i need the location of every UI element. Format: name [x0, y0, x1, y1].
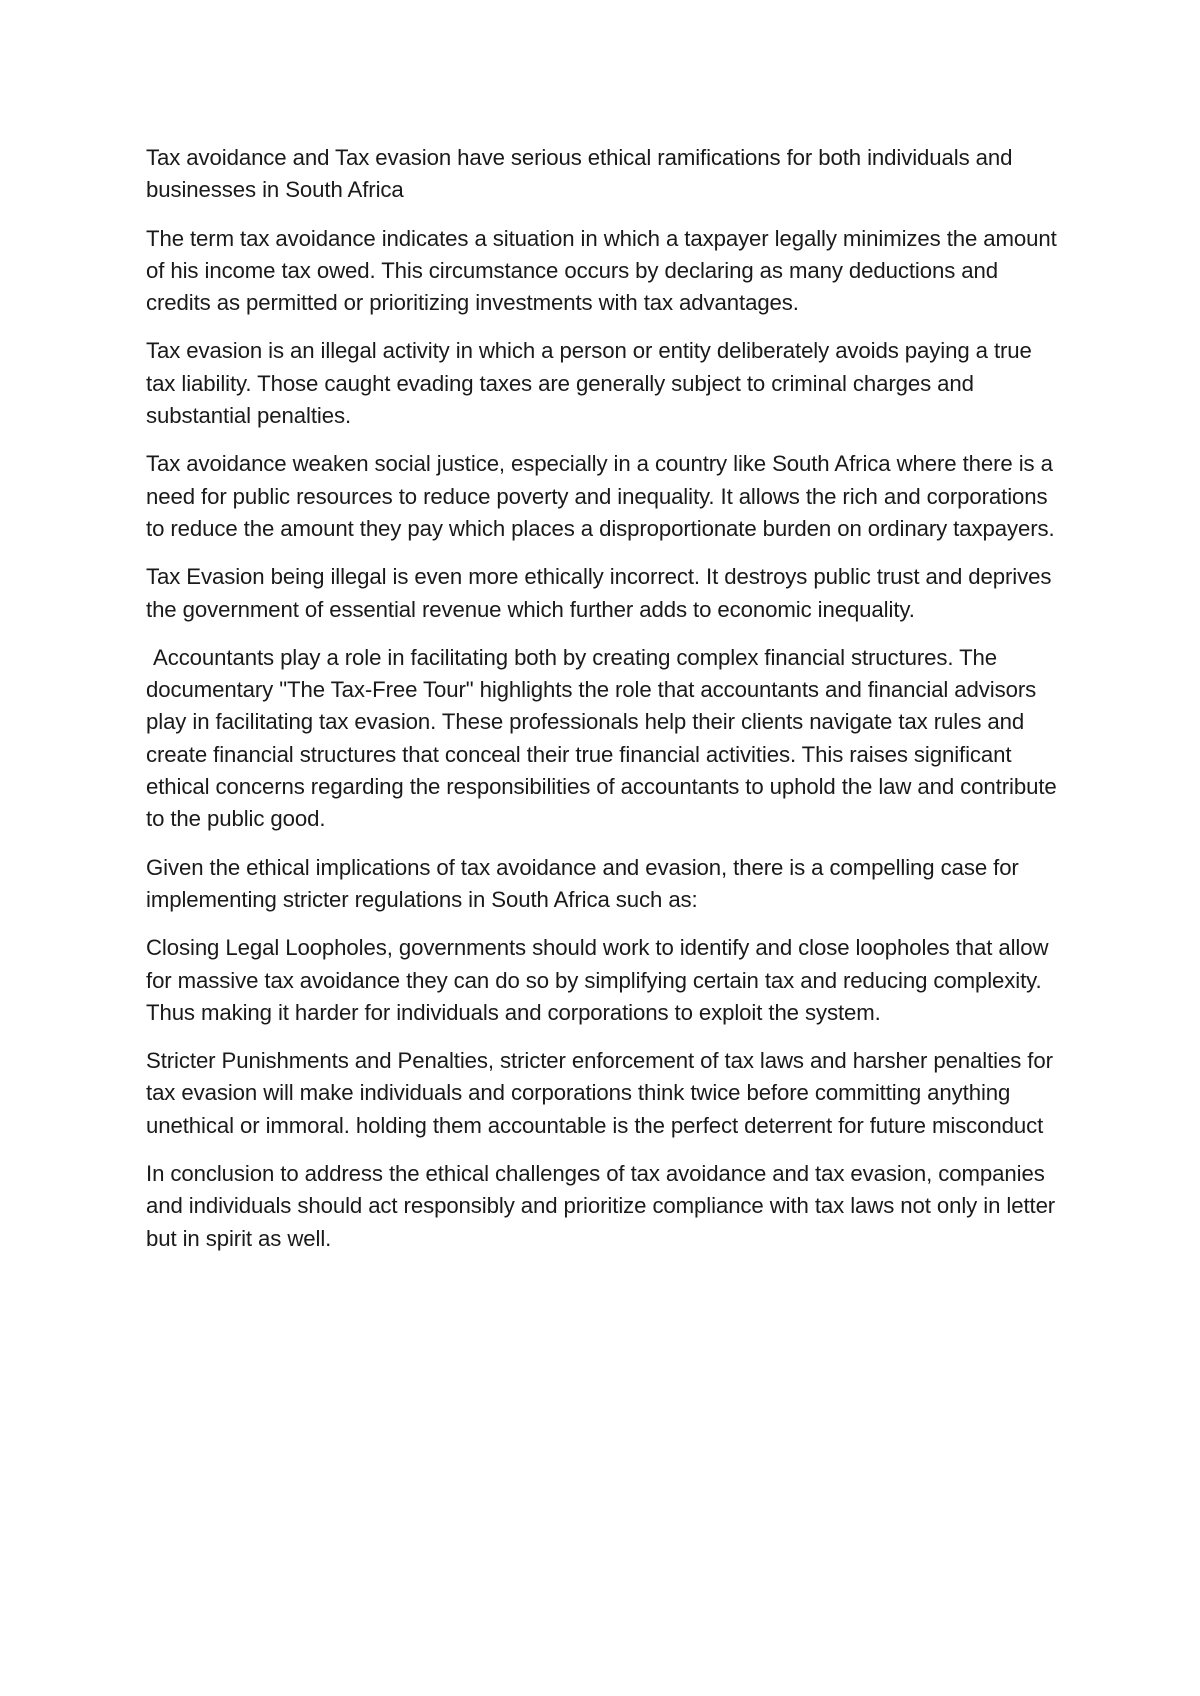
paragraph-tax-avoidance-definition: The term tax avoidance indicates a situation in which a taxpayer legally minimizes the amount of his income tax owed. This circumstance occurs by declaring as many deductions and credits as permitted or prioritizing investments with tax advantages. — [146, 225, 1057, 316]
paragraph-evasion-ethics: Tax Evasion being illegal is even more ethically incorrect. It destroys public trust and deprives the government of essential revenue which further adds to economic inequality. — [146, 564, 1052, 622]
paragraph-closing-loopholes: Closing Legal Loopholes, governments should work to identify and close loopholes that allow for massive tax avoidance they can do so by simplifying certain tax and reducing complexity. Thus making it harder for individuals and corporations to exploit the system. — [146, 935, 1049, 1025]
paragraph-regulations-intro: Given the ethical implications of tax avoidance and evasion, there is a compelling case for implementing stricter regulations in South Africa such as: — [146, 854, 1019, 912]
paragraph-social-justice: Tax avoidance weaken social justice, especially in a country like South Africa where there is a need for public resources to reduce poverty and inequality. It allows the rich and corporations to reduce the amount they pay which places a disproportionate burden on ordinary taxpayers. — [146, 451, 1055, 541]
paragraph-intro: Tax avoidance and Tax evasion have serious ethical ramifications for both individuals and businesses in South Africa — [146, 145, 1013, 203]
paragraph-conclusion: In conclusion to address the ethical challenges of tax avoidance and tax evasion, companies and individuals should act responsibly and prioritize compliance with tax laws not only in letter but in spirit as well. — [146, 1161, 1056, 1251]
paragraph-stricter-punishments: Stricter Punishments and Penalties, stricter enforcement of tax laws and harsher penalties for tax evasion will make individuals and corporations think twice before committing anything unethical or immoral. holding them accountable is the perfect deterrent for future misconduct — [146, 1048, 1053, 1138]
paragraph-accountants-role: Accountants play a role in facilitating both by creating complex financial structures. The documentary "The Tax-Free Tour" highlights the role that accountants and financial advisors play in facilitating tax evasion. These professionals help their clients navigate tax rules and create financial structures that conceal their true financial activities. This raises significant ethical concerns regarding the responsibilities of accountants to uphold the law and contribute to the public good. — [146, 644, 1057, 832]
paragraph-tax-evasion-definition: Tax evasion is an illegal activity in which a person or entity deliberately avoids paying a true tax liability. Those caught evading taxes are generally subject to criminal charges and substantial penalties. — [146, 338, 1032, 429]
document-body — [146, 142, 1066, 1271]
